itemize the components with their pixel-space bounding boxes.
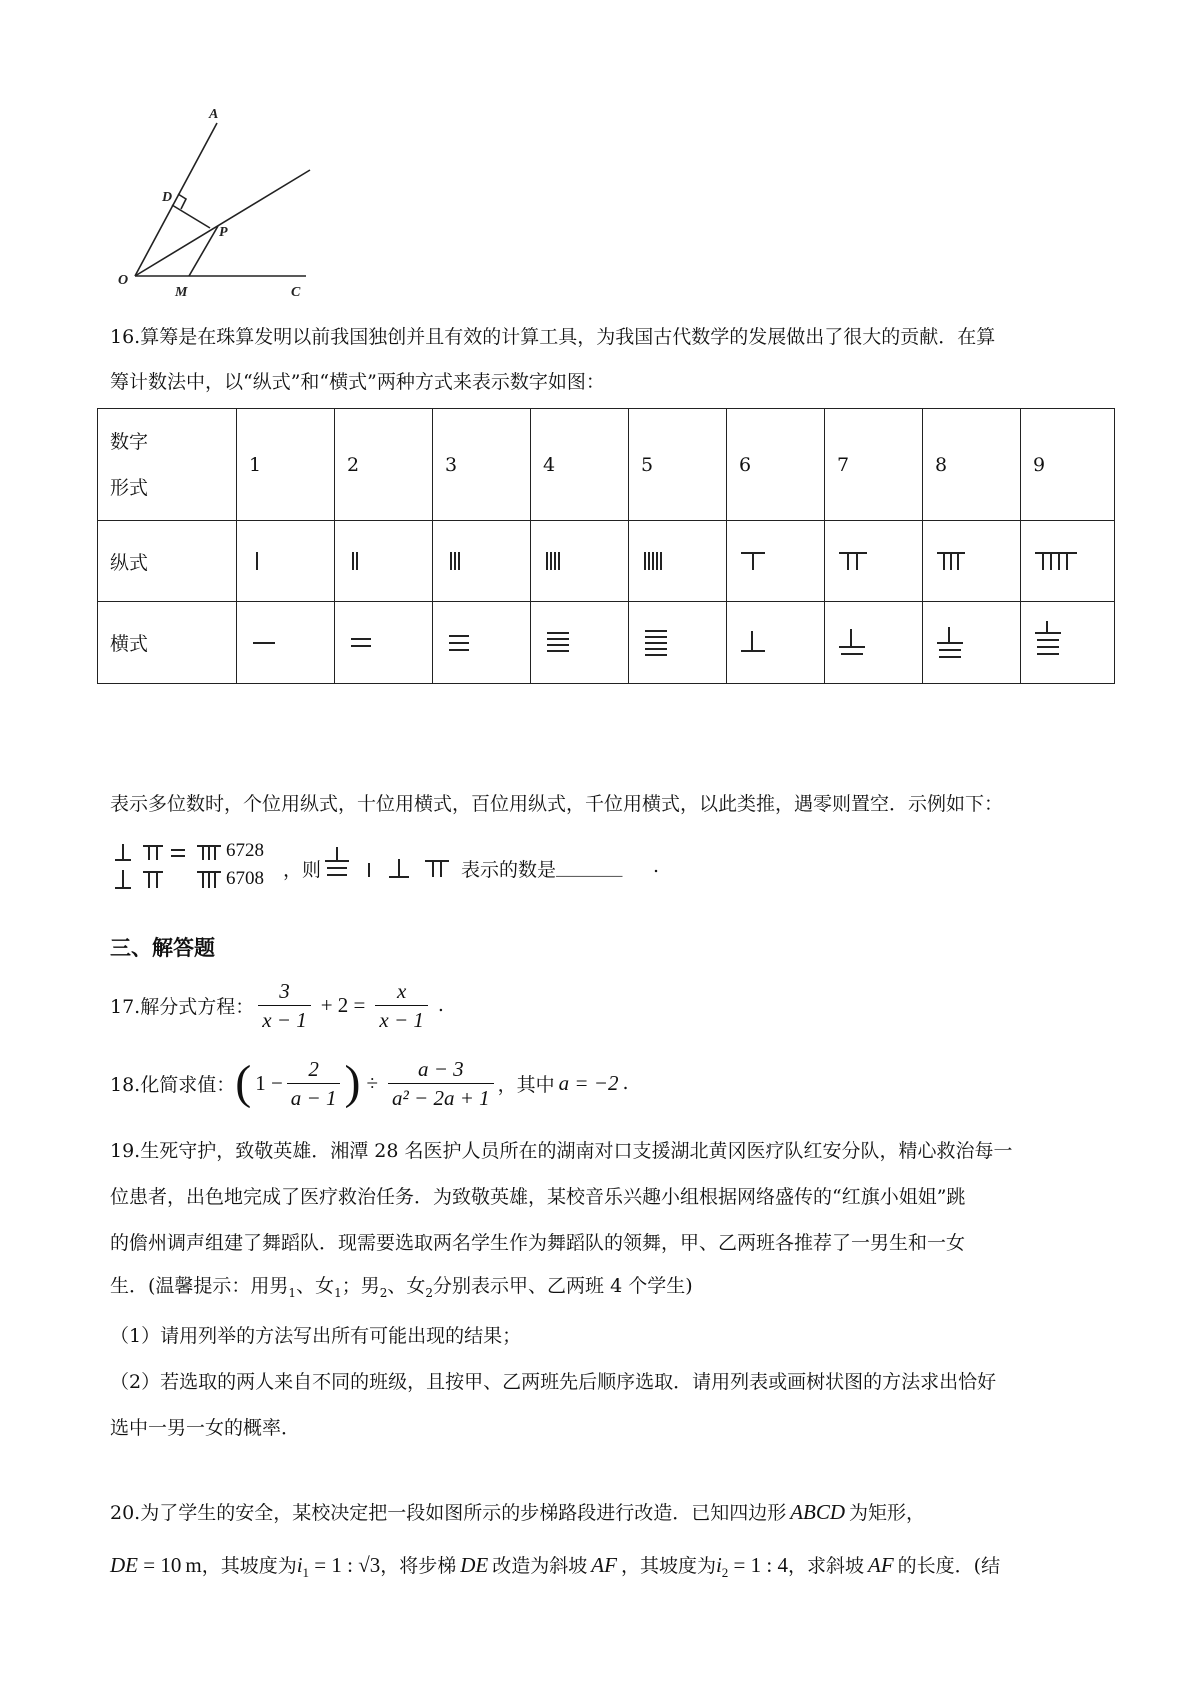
q18-fraction-2 [388, 1055, 494, 1112]
rod-vertical-3 [433, 521, 531, 602]
q18-f2-den: a² − 2a + 1 [391, 1085, 490, 1110]
rod-vertical-6 [727, 521, 825, 602]
q18 [110, 1046, 629, 1120]
q17-end: . [437, 994, 444, 1016]
q19-sub1: （1）请用列举的方法写出所有可能出现的结果； [110, 1324, 522, 1347]
q20-line2-f: ，其坡度为 [620, 1555, 716, 1577]
q16-line1: 16.算筹是在珠算发明以前我国独创并且有效的计算工具，为我国古代数学的发展做出了很大的贡献．在算 [110, 326, 996, 348]
digit-cell: 1 [237, 409, 335, 521]
q20-i2-sub: 2 [721, 1564, 729, 1580]
header-label-digit: 数字 [110, 430, 149, 453]
q19-sub2-line2: 选中一男一女的概率． [110, 1416, 301, 1439]
q19-sub-2: 1 [334, 1285, 342, 1300]
label-d: D [162, 190, 173, 205]
q20-de-2: DE [460, 1553, 489, 1577]
rod-horizontal-9 [1021, 602, 1115, 684]
q20-eq-10: = 10 [138, 1553, 182, 1577]
q16-line2: 筹计数法中，以“纵式”和“横式”两种方式来表示数字如图： [110, 371, 605, 393]
q16-explain [110, 782, 1110, 827]
label-m: M [175, 285, 188, 300]
answer-blank[interactable]: _______ [556, 855, 623, 877]
q17-rhs-fraction [375, 977, 428, 1034]
q20-af-2: AF [868, 1553, 894, 1577]
q18-f1-num: 2 [287, 1055, 341, 1084]
q20-line1 [110, 1488, 1110, 1537]
digit-cell: 8 [923, 409, 1021, 521]
q16-explain-text: 表示多位数时，个位用纵式，十位用横式，百位用纵式，千位用横式，以此类推，遇零则置空．示例如下： [110, 793, 1004, 815]
q16-question-end: 表示的数是 [461, 859, 557, 881]
q17-prefix: 17.解分式方程： [110, 995, 255, 1018]
q18-paren-open: ( [235, 1056, 252, 1109]
q20-i2-val: = 1 : 4 [728, 1553, 788, 1577]
geometry-figure [110, 98, 320, 308]
digit-cell: 9 [1021, 409, 1115, 521]
q18-one-minus: 1 − [255, 1070, 283, 1095]
q20-line2 [110, 1541, 1110, 1597]
header-label-form: 形式 [110, 476, 149, 499]
q19-line2: 位患者，出色地完成了医疗救治任务．为致敬英雄，某校音乐兴趣小组根据网络盛传的“红旗小姐姐”跳 [110, 1186, 966, 1208]
q17-rhs-num: x [375, 977, 428, 1006]
q18-f2-num: a − 3 [388, 1055, 494, 1084]
q20-line2-d: ，将步梯 [380, 1555, 457, 1577]
header-cell [98, 409, 237, 521]
q17-lhs-fraction [258, 977, 311, 1034]
rod-vertical-8 [923, 521, 1021, 602]
q18-divide: ÷ [366, 1070, 378, 1095]
q19-line4-c: ；男 [341, 1275, 380, 1297]
label-a: A [209, 107, 219, 122]
q19-sub-1: 1 [288, 1285, 297, 1300]
rod-vertical-5 [629, 521, 727, 602]
q20-i1: i [296, 1553, 303, 1577]
label-p: P [219, 225, 228, 240]
q20-af: AF [591, 1553, 617, 1577]
q17-rhs-den: x − 1 [379, 1007, 424, 1032]
rod-horizontal-6 [727, 602, 825, 684]
table-row-digits [98, 409, 1115, 521]
q20-line2-e: 改造为斜坡 [492, 1555, 588, 1577]
q20-line2-g: ，求斜坡 [787, 1555, 864, 1577]
digit-cell: 3 [433, 409, 531, 521]
label-o: O [118, 273, 129, 288]
ray-op [135, 170, 310, 276]
table-row-vertical [98, 521, 1115, 602]
rod-vertical-9 [1021, 521, 1115, 602]
q20-i2: i [715, 1553, 722, 1577]
q19-line3: 的儋州调声组建了舞蹈队．现需要选取两名学生作为舞蹈队的领舞，甲、乙两班各推荐了一男生和一女 [110, 1232, 966, 1254]
right-angle-mark [178, 194, 186, 209]
digit-cell: 5 [629, 409, 727, 521]
rod-horizontal-8 [923, 602, 1021, 684]
rod-vertical-1 [237, 521, 335, 602]
q16-question-mid: ，则 [283, 859, 322, 881]
q19-sub2-line1: （2）若选取的两人来自不同的班级，且按甲、乙两班先后顺序选取．请用列表或画树状图的方法求出恰好 [110, 1370, 997, 1393]
row-label-horizontal: 横式 [98, 602, 237, 684]
q20-line1-a: 20.为了学生的安全，某校决定把一段如图所示的步梯路段进行改造．已知四边形 [110, 1502, 787, 1524]
rod-vertical-7 [825, 521, 923, 602]
digit-cell: 7 [825, 409, 923, 521]
q20-unit: m [185, 1553, 202, 1577]
q16-period: . [653, 855, 660, 877]
q17-lhs-num: 3 [258, 977, 311, 1006]
q18-condition-expr: a = −2 [558, 1070, 619, 1095]
q20 [110, 1488, 1110, 1597]
rod-horizontal-2 [335, 602, 433, 684]
example2-value: 6708 [226, 868, 264, 889]
question-rods [323, 845, 453, 891]
q17-lhs-den: x − 1 [262, 1007, 307, 1032]
rod-vertical-4 [531, 521, 629, 602]
q18-fraction-1 [287, 1055, 341, 1112]
q19 [110, 1128, 1110, 1451]
q19-line4-e: 分别表示甲、乙两班 4 个学生) [433, 1275, 693, 1297]
q19-line1: 19.生死守护，致敬英雄．湘潭 28 名医护人员所在的湖南对口支援湖北黄冈医疗队红安分队，精心救治每一 [110, 1140, 1013, 1162]
q16-examples [113, 840, 283, 896]
section-heading: 三、解答题 [110, 936, 215, 960]
q18-f1-den: a − 1 [290, 1085, 337, 1110]
example1-value: 6728 [226, 840, 264, 861]
rod-vertical-2 [335, 521, 433, 602]
q19-line4-d: 、女 [387, 1275, 426, 1297]
q19-line4 [110, 1266, 1110, 1313]
q17 [110, 970, 444, 1040]
digit-cell: 2 [335, 409, 433, 521]
q19-line4-a: 生．(温馨提示：用男 [110, 1275, 289, 1297]
q20-abcd: ABCD [790, 1500, 846, 1524]
segment-mp [189, 226, 218, 276]
rod-horizontal-1 [237, 602, 335, 684]
rod-horizontal-5 [629, 602, 727, 684]
q20-line1-b: 为矩形， [849, 1502, 926, 1524]
q16-intro [110, 315, 1110, 405]
q19-sub-4: 2 [425, 1285, 434, 1300]
q20-line2-c: ，其坡度为 [201, 1555, 297, 1577]
q20-de: DE [110, 1553, 138, 1577]
q20-line2-h: 的长度．(结 [897, 1555, 1001, 1577]
table-row-horizontal [98, 602, 1115, 684]
q19-sub-3: 2 [379, 1285, 388, 1300]
example-rods [113, 840, 223, 896]
segment-dp [172, 205, 210, 228]
row-label-vertical: 纵式 [98, 521, 237, 602]
rod-horizontal-3 [433, 602, 531, 684]
digit-cell: 6 [727, 409, 825, 521]
q19-line4-b: 、女 [296, 1275, 335, 1297]
q20-i1-sub: 1 [302, 1564, 310, 1580]
rod-horizontal-7 [825, 602, 923, 684]
ray-oa [135, 123, 217, 276]
rod-horizontal-4 [531, 602, 629, 684]
q18-paren-close: ) [344, 1056, 361, 1109]
label-c: C [291, 285, 301, 300]
q18-condition: ，其中 [497, 1073, 555, 1096]
digit-cell: 4 [531, 409, 629, 521]
counting-rod-table [97, 408, 1115, 684]
q18-prefix: 18.化简求值： [110, 1073, 236, 1096]
q20-i1-val: = 1 : √3 [309, 1553, 381, 1577]
q17-plus-two: + 2 = [320, 992, 366, 1017]
q18-end: . [622, 1072, 629, 1094]
